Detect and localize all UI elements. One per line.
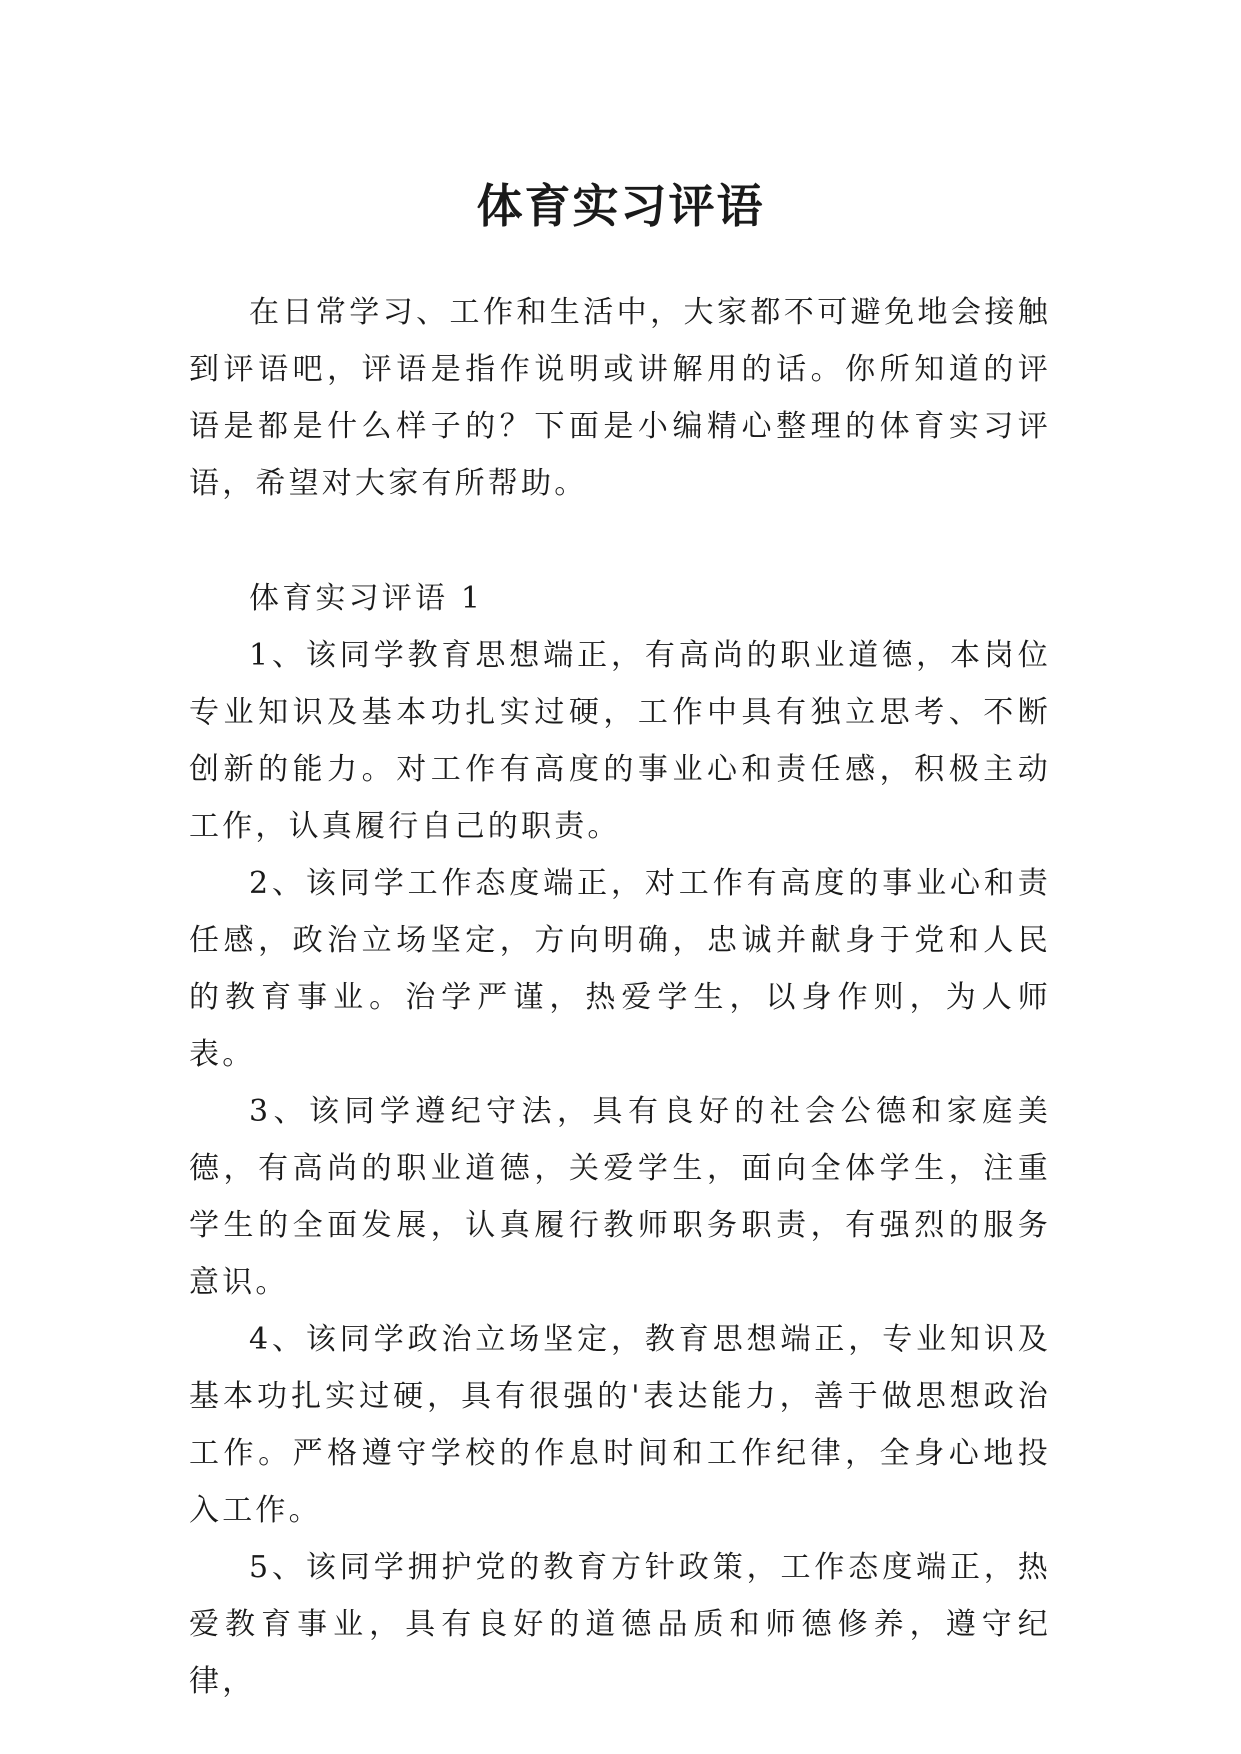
- comment-paragraph-1: 1、该同学教育思想端正，有高尚的职业道德，本岗位专业知识及基本功扎实过硬，工作中具有独立思考、不断创新的能力。对工作有高度的事业心和责任感，积极主动工作，认真履行自己的职责。: [189, 638, 1051, 844]
- section-heading: 体育实习评语 1: [249, 581, 484, 616]
- comment-paragraph-5: 5、该同学拥护党的教育方针政策，工作态度端正，热爱教育事业，具有良好的道德品质和师德修养，遵守纪律，: [189, 1550, 1051, 1699]
- comment-paragraph-3: 3、该同学遵纪守法，具有良好的社会公德和家庭美德，有高尚的职业道德，关爱学生，面向全体学生，注重学生的全面发展，认真履行教师职务职责，有强烈的服务意识。: [189, 1094, 1051, 1300]
- page-title: 体育实习评语: [476, 178, 765, 233]
- intro-paragraph: 在日常学习、工作和生活中，大家都不可避免地会接触到评语吧，评语是指作说明或讲解用的话。你所知道的评语是都是什么样子的？下面是小编精心整理的体育实习评语，希望对大家有所帮助。: [189, 295, 1051, 501]
- comment-paragraph-4: 4、该同学政治立场坚定，教育思想端正，专业知识及基本功扎实过硬，具有很强的'表达能力，善于做思想政治工作。严格遵守学校的作息时间和工作纪律，全身心地投入工作。: [189, 1322, 1051, 1528]
- comment-paragraph-2: 2、该同学工作态度端正，对工作有高度的事业心和责任感，政治立场坚定，方向明确，忠诚并献身于党和人民的教育事业。治学严谨，热爱学生，以身作则，为人师表。: [189, 866, 1051, 1072]
- document-body: [189, 284, 1051, 1710]
